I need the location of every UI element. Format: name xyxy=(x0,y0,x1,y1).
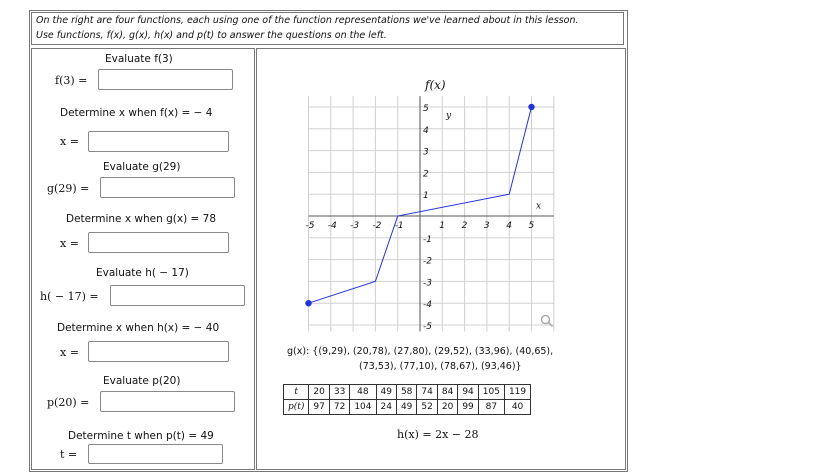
question-2-prompt: Determine x when f(x) = − 4 xyxy=(60,107,213,119)
g-function-line-2: (73,53), (77,10), (78,67), (93,46)} xyxy=(359,361,522,372)
p-table-t-cell: 105 xyxy=(478,385,504,400)
p-table-t-cell: 33 xyxy=(329,385,349,400)
p-table-header-t: t xyxy=(284,385,309,400)
x-tick-label: 4 xyxy=(506,221,512,231)
y-tick-label: -4 xyxy=(423,300,432,311)
p-table-t-cell: 20 xyxy=(309,385,329,400)
p-table-p-cell: 72 xyxy=(329,400,349,415)
y-tick-label: -1 xyxy=(423,234,432,245)
p-table-p-cell: 20 xyxy=(437,400,457,415)
p-table-p-cell: 97 xyxy=(309,400,329,415)
p-table-p-cell: 87 xyxy=(478,400,504,415)
x-tick-label: 3 xyxy=(483,221,490,231)
p-table-t-cell: 74 xyxy=(417,385,437,400)
instructions-line-2: Use functions, f(x), g(x), h(x) and p(t) to answer the questions on the left. xyxy=(36,30,387,41)
x-tick-label: -5 xyxy=(305,221,315,231)
y-tick-label: -3 xyxy=(423,278,432,289)
y-tick-label: 5 xyxy=(423,104,429,114)
y-tick-label: 2 xyxy=(423,169,429,180)
p-table-t-cell: 84 xyxy=(437,385,457,400)
question-7-prompt: Evaluate p(20) xyxy=(103,375,181,387)
p-table-p-cell: 104 xyxy=(350,400,376,415)
p-table-p-cell: 52 xyxy=(417,400,437,415)
answer-x-h-input[interactable] xyxy=(88,341,229,362)
p-table-p-cell: 40 xyxy=(504,400,530,415)
y-tick-label: 1 xyxy=(423,191,429,202)
y-tick-label: 4 xyxy=(423,125,429,136)
y-tick-label: 3 xyxy=(423,147,429,158)
g-function-line-1: g(x): {(9,29), (20,78), (27,80), (29,52), (33,96), (40,65), xyxy=(287,346,554,357)
answer-p20-input[interactable] xyxy=(100,391,235,412)
p-table xyxy=(283,384,531,415)
y-axis-label: y xyxy=(446,110,452,121)
y-tick-label: -2 xyxy=(423,256,432,267)
question-3-label: g(29) = xyxy=(47,182,90,195)
answer-g29-input[interactable] xyxy=(100,177,235,198)
magnifier-icon[interactable] xyxy=(540,314,554,328)
x-tick-label: 5 xyxy=(528,221,535,231)
question-4-label: x = xyxy=(60,237,79,250)
question-4-prompt: Determine x when g(x) = 78 xyxy=(66,213,217,225)
p-table-t-cell: 94 xyxy=(458,385,478,400)
x-tick-label: -2 xyxy=(372,221,382,231)
x-tick-label: 2 xyxy=(461,221,468,231)
p-table-t-cell: 58 xyxy=(396,385,416,400)
question-8-prompt: Determine t when p(t) = 49 xyxy=(68,430,214,442)
graph-title: f(x) xyxy=(425,78,446,92)
answer-h-17-input[interactable] xyxy=(110,285,245,306)
answer-t-input[interactable] xyxy=(88,444,223,464)
x-axis-label: x xyxy=(535,201,542,212)
answer-x-f-input[interactable] xyxy=(88,131,229,152)
x-tick-label: -4 xyxy=(327,221,337,231)
question-1-label: f(3) = xyxy=(55,74,88,87)
p-table-p-cell: 99 xyxy=(458,400,478,415)
p-table-t-cell: 119 xyxy=(504,385,530,400)
x-tick-label: 1 xyxy=(439,221,446,231)
instructions-line-1: On the right are four functions, each using one of the function representations we've learned about in this lesson. xyxy=(36,15,579,26)
question-5-prompt: Evaluate h( − 17) xyxy=(96,267,189,279)
answer-x-g-input[interactable] xyxy=(88,232,229,253)
answer-f3-input[interactable] xyxy=(98,69,233,90)
instructions xyxy=(31,12,624,45)
question-3-prompt: Evaluate g(29) xyxy=(103,161,181,173)
p-table-p-cell: 49 xyxy=(396,400,416,415)
question-1-prompt: Evaluate f(3) xyxy=(105,53,173,65)
x-tick-label: -1 xyxy=(394,221,404,231)
question-5-label: h( − 17) = xyxy=(40,290,99,303)
p-table-t-cell: 48 xyxy=(350,385,376,400)
question-8-label: t = xyxy=(60,448,78,461)
p-table-header-p: p(t) xyxy=(284,400,309,415)
x-tick-label: -3 xyxy=(350,221,360,231)
question-6-label: x = xyxy=(60,346,79,359)
question-7-label: p(20) = xyxy=(47,396,90,409)
p-table-t-cell: 49 xyxy=(376,385,396,400)
h-function: h(x) = 2x − 28 xyxy=(397,428,479,441)
question-2-label: x = xyxy=(60,135,79,148)
question-6-prompt: Determine x when h(x) = − 40 xyxy=(57,322,220,334)
y-tick-label: -5 xyxy=(423,322,432,332)
p-table-p-cell: 24 xyxy=(376,400,396,415)
